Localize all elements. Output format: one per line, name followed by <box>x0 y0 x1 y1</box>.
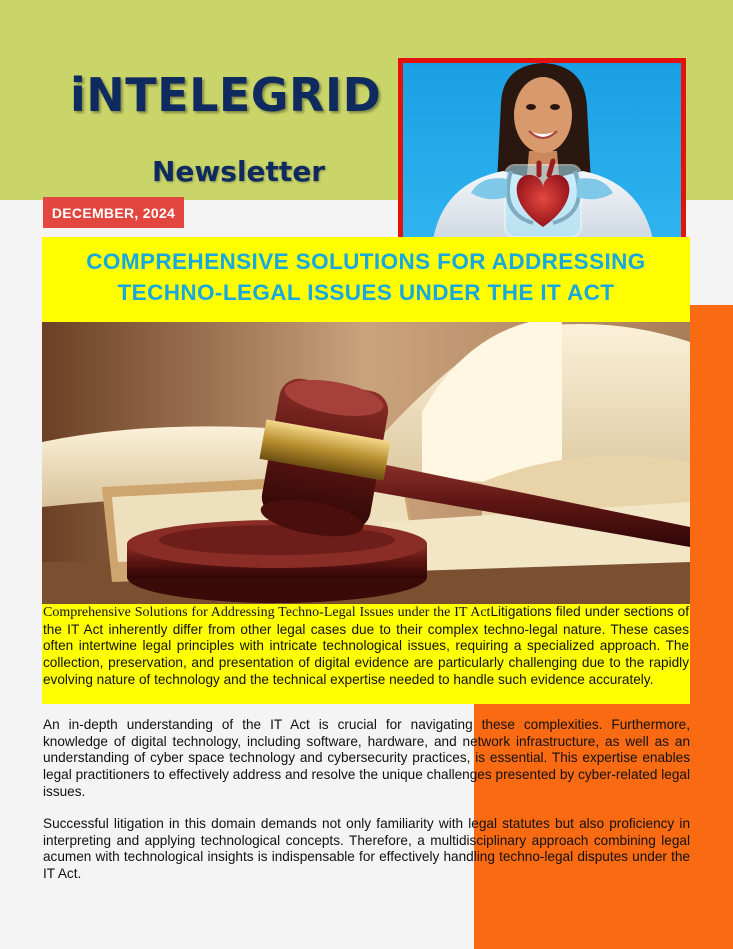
gavel-and-books-image <box>42 322 690 605</box>
brand-title: iNTELEGRID <box>70 68 382 122</box>
headline-line-2: TECHNO-LEGAL ISSUES UNDER THE IT ACT <box>117 280 615 305</box>
doctor-heart-illustration <box>403 63 681 240</box>
headline-line-1: COMPREHENSIVE SOLUTIONS FOR ADDRESSING <box>86 249 646 274</box>
body-paragraph-2: An in-depth understanding of the IT Act is crucial for navigating these complexities. Furthermore, knowledge of digital technology, including software, hardware, and network infrastructure, as well as an understanding of cyber space technology and cybersecurity practices, is essential. This expertise enables legal practitioners to effectively address and resolve the unique challenges presented by cyber-related legal issues. <box>43 717 690 799</box>
intro-body-text: Litigations filed under sections of the IT Act inherently differ from other legal cases due to their complex techno-legal nature. These cases often intertwine legal principles with intricate technological issues, requiring a specialized approach. The collection, preservation, and presentation of digital evidence are particularly challenging due to the rapidly evolving nature of technology and the technical expertise needed to handle such evidence accurately. <box>43 604 689 687</box>
cover-photo <box>398 58 686 240</box>
body-paragraph-3: Successful litigation in this domain demands not only familiarity with legal statutes but also proficiency in interpreting and applying technological concepts. Therefore, a multidisciplinary approach combining legal acumen with technological insights is indispensable for effectively handling techno-legal disputes under the IT Act. <box>43 816 690 882</box>
newsletter-subtitle: Newsletter <box>152 155 326 188</box>
intro-lead-title: Comprehensive Solutions for Addressing Techno-Legal Issues under the IT Act <box>43 605 491 620</box>
article-headline <box>42 237 690 322</box>
issue-date-badge: DECEMBER, 2024 <box>43 197 184 228</box>
intro-paragraph <box>42 604 690 704</box>
